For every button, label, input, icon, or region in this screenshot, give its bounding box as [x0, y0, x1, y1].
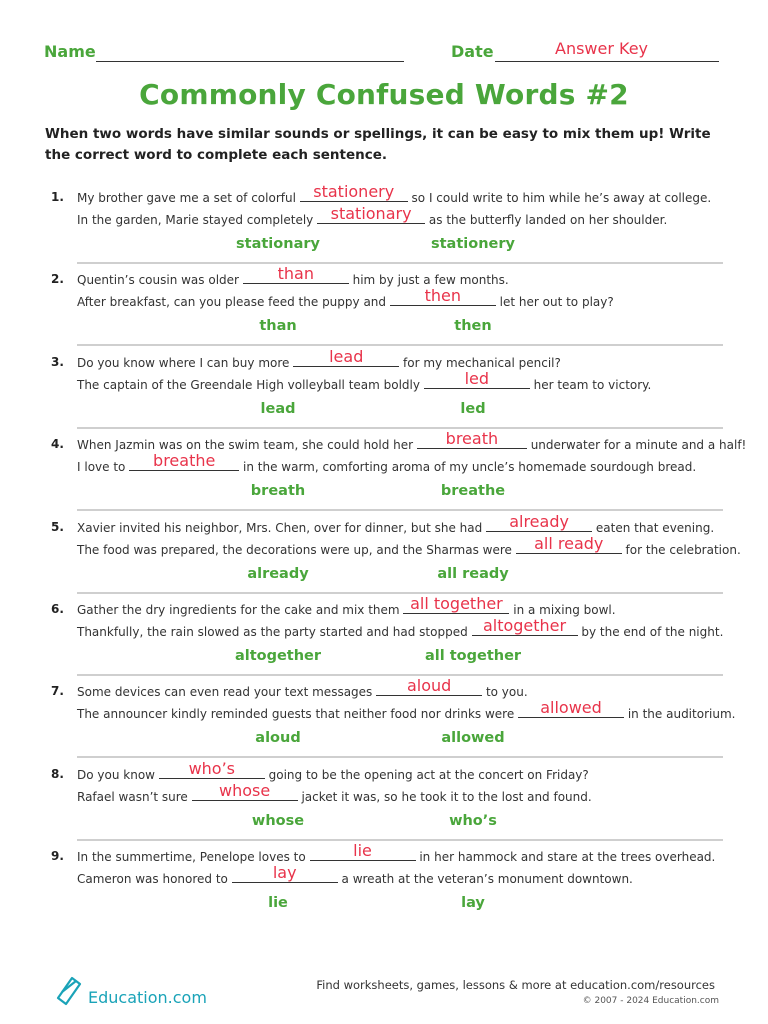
answer-text: who’s — [188, 758, 236, 778]
answer-text: lead — [329, 346, 364, 366]
answer-text: than — [277, 264, 314, 284]
answer-text: breath — [445, 429, 499, 449]
answer-text: all together — [410, 594, 503, 613]
exercise-item — [0, 182, 768, 264]
answer-text: allowed — [540, 698, 602, 718]
sentence-text-after: a wreath at the veteran’s monument downtown. — [337, 872, 633, 887]
word-choice: lie — [268, 895, 288, 912]
word-choice: lead — [260, 400, 296, 417]
sentence-text-before: Cameron was honored to — [77, 872, 232, 887]
sentence-text-after: going to be the opening act at the concert on Friday? — [264, 767, 589, 782]
sentence-text-before: The food was prepared, the decorations were up, and the Sharmas were — [77, 542, 516, 557]
word-choice: lay — [461, 895, 485, 912]
item-number: 8. — [51, 766, 64, 781]
sentence-text-after: in the auditorium. — [624, 707, 736, 722]
answer-blank[interactable] — [300, 182, 408, 202]
word-choice: breath — [250, 483, 306, 500]
sentence-text-before: Some devices can even read your text messages — [77, 685, 377, 700]
exercise-item — [0, 429, 768, 511]
sentence-text-before: Do you know — [77, 767, 159, 782]
item-number: 6. — [51, 602, 64, 616]
answer-blank[interactable] — [243, 264, 349, 284]
answer-blank[interactable] — [159, 758, 265, 779]
word-choice: led — [460, 400, 486, 417]
answer-blank[interactable] — [417, 429, 527, 449]
answer-blank[interactable] — [486, 511, 592, 532]
answer-text: aloud — [406, 676, 452, 696]
item-number: 3. — [51, 354, 64, 369]
sentence-text-after: underwater for a minute and a half! — [526, 438, 747, 453]
answer-blank[interactable] — [376, 676, 482, 696]
sentence-text-after: eaten that evening. — [592, 520, 715, 535]
sentence-text-before: Gather the dry ingredients for the cake and mix them — [77, 603, 404, 617]
answer-blank[interactable] — [516, 533, 622, 554]
answer-text: altogether — [482, 616, 567, 635]
word-choice: all ready — [437, 565, 509, 582]
sentence — [77, 780, 592, 805]
sentence-text-before: When Jazmin was on the swim team, she could hold her — [77, 438, 417, 453]
sentence — [77, 676, 528, 700]
sentence-text-after: for my mechanical pencil? — [399, 355, 561, 370]
item-number: 1. — [51, 190, 64, 204]
answer-text: lay — [272, 863, 297, 883]
exercise-item — [0, 264, 768, 346]
answer-text: whose — [219, 780, 271, 800]
footer-copyright: © 2007 - 2024 Education.com — [582, 996, 719, 1006]
date-row — [451, 39, 721, 64]
sentence — [77, 698, 736, 722]
name-field[interactable] — [96, 61, 404, 62]
answer-text: led — [464, 368, 490, 388]
sentence-text-after: in the warm, comforting aroma of my uncle’s homemade sourdough bread. — [239, 460, 697, 475]
answer-blank[interactable] — [310, 841, 416, 861]
sentence — [77, 616, 724, 640]
sentence-text-before: I love to — [77, 460, 130, 475]
answer-blank[interactable] — [129, 451, 239, 471]
sentence-text-after: to you. — [482, 685, 528, 700]
sentence-text-after: in a mixing bowl. — [509, 603, 616, 617]
sentence-text-after: her team to victory. — [529, 377, 652, 392]
word-choice: allowed — [441, 730, 505, 747]
date-field[interactable] — [495, 61, 719, 62]
sentence — [77, 286, 614, 310]
word-choice: stationary — [236, 236, 320, 252]
instructions: When two words have similar sounds or spellings, it can be easy to mix them up! Write the correct word to complete each sentence. — [45, 126, 711, 163]
word-choice: aloud — [255, 730, 301, 747]
sentence-text-before: After breakfast, can you please feed the puppy and — [77, 295, 390, 310]
sentence — [77, 863, 633, 887]
word-choice: stationery — [431, 236, 515, 252]
answer-text: all ready — [534, 533, 604, 553]
word-choice: than — [259, 318, 297, 335]
sentence-text-before: The captain of the Greendale High volleyball team boldly — [77, 377, 424, 392]
item-number: 9. — [51, 849, 64, 864]
sentence-text-after: by the end of the night. — [577, 625, 724, 639]
exercise-item — [0, 841, 768, 923]
sentence-text-after: for the celebration. — [621, 542, 741, 557]
exercise-item — [0, 594, 768, 676]
word-choice: altogether — [234, 648, 322, 664]
sentence — [77, 841, 716, 865]
sentence-text-after: so I could write to him while he’s away at college. — [407, 191, 712, 205]
sentence-text-before: Do you know where I can buy more — [77, 355, 294, 370]
sentence-text-before: In the garden, Marie stayed completely — [77, 213, 318, 227]
sentence-text-before: The announcer kindly reminded guests that neither food nor drinks were — [77, 707, 519, 722]
sentence — [77, 533, 741, 558]
date-label: Date — [451, 42, 494, 61]
answer-text: stationary — [330, 204, 412, 223]
answer-text: breathe — [153, 451, 216, 471]
exercise-item — [0, 347, 768, 429]
page-title: Commonly Confused Words #2 — [139, 78, 629, 111]
sentence — [77, 758, 589, 783]
exercise-item — [0, 512, 768, 594]
sentence — [77, 204, 668, 228]
exercise-item — [0, 759, 768, 841]
answer-blank[interactable] — [424, 368, 530, 389]
answer-blank[interactable] — [293, 346, 399, 367]
exercise-item — [0, 676, 768, 758]
answer-blank[interactable] — [518, 698, 624, 718]
sentence — [77, 368, 652, 393]
sentence-text-after: jacket it was, so he took it to the lost and found. — [297, 789, 592, 804]
answer-text: already — [509, 511, 569, 531]
item-number: 2. — [51, 272, 64, 287]
word-choice: already — [247, 565, 309, 582]
answer-blank[interactable] — [317, 204, 425, 224]
answer-key-label: Answer Key — [555, 39, 649, 58]
name-label: Name — [44, 42, 96, 61]
word-choice: then — [454, 318, 492, 335]
sentence-text-after: him by just a few months. — [348, 273, 509, 288]
item-number: 4. — [51, 437, 64, 452]
answer-blank[interactable] — [403, 594, 509, 614]
word-choice: all together — [424, 648, 522, 664]
logo-text: Education.com — [88, 988, 207, 1007]
sentence — [77, 451, 697, 475]
word-choice: breathe — [440, 483, 506, 500]
answer-text: stationery — [313, 182, 395, 201]
sentence-text-before: Thankfully, the rain slowed as the party started and had stopped — [77, 625, 472, 639]
word-choice: whose — [251, 812, 305, 829]
answer-text: lie — [353, 841, 372, 861]
sentence-text-before: My brother gave me a set of colorful — [77, 191, 300, 205]
sentence-text-before: Quentin’s cousin was older — [77, 273, 243, 288]
name-row — [44, 42, 404, 64]
item-number: 5. — [51, 519, 64, 534]
answer-blank[interactable] — [192, 780, 298, 801]
answer-blank[interactable] — [472, 616, 578, 636]
sentence-text-before: Xavier invited his neighbor, Mrs. Chen, over for dinner, but she had — [77, 520, 487, 535]
footer-tagline[interactable]: Find worksheets, games, lessons & more at education.com/resources — [316, 978, 715, 992]
sentence-text-after: let her out to play? — [495, 295, 614, 310]
item-number: 7. — [51, 684, 64, 699]
answer-text: then — [424, 286, 462, 306]
sentence-text-after: in her hammock and stare at the trees overhead. — [415, 850, 716, 865]
education-logo[interactable] — [52, 970, 232, 1010]
sentence — [77, 511, 715, 536]
answer-blank[interactable] — [390, 286, 496, 306]
sentence-text-before: In the summertime, Penelope loves to — [77, 850, 310, 865]
word-choice: who’s — [449, 812, 497, 829]
pencil-icon — [52, 972, 86, 1006]
sentence-text-after: as the butterfly landed on her shoulder. — [425, 213, 668, 227]
sentence-text-before: Rafael wasn’t sure — [77, 789, 192, 804]
answer-blank[interactable] — [232, 863, 338, 883]
